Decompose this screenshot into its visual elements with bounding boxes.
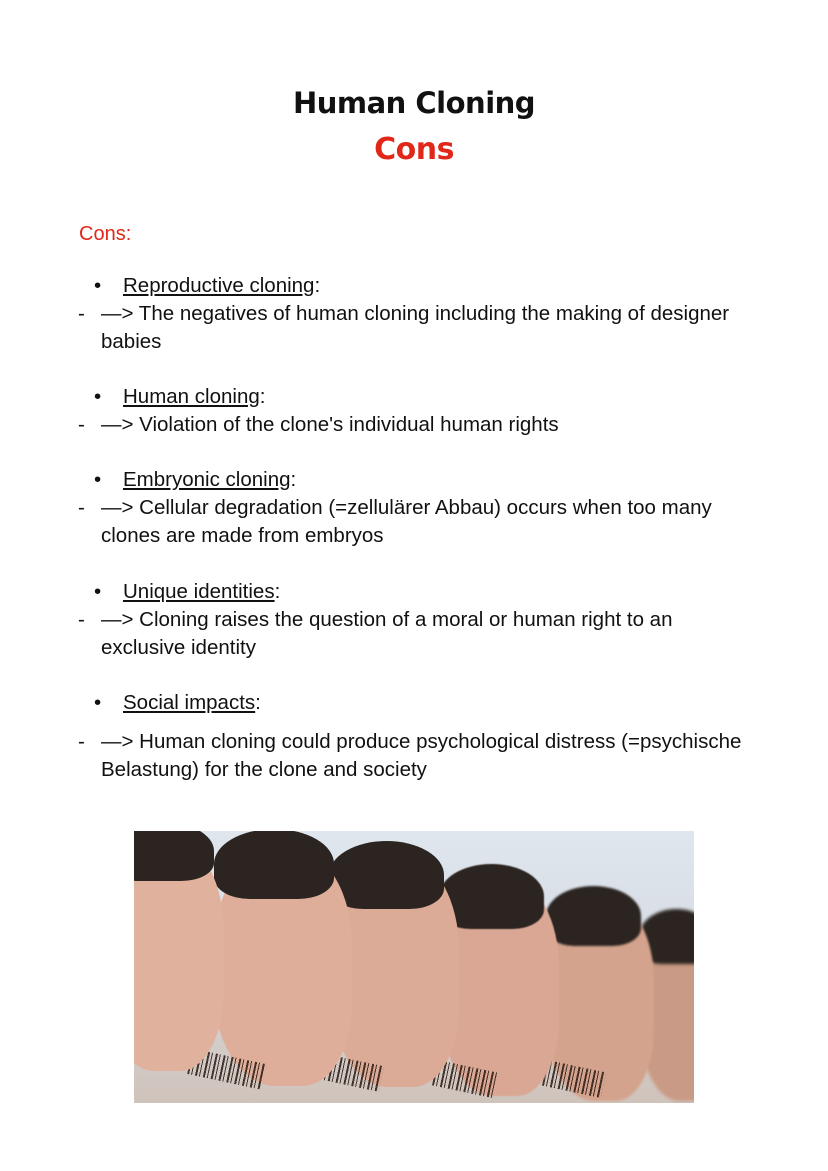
list-item — [0, 466, 828, 550]
item-heading: Embryonic cloning: — [123, 468, 297, 491]
dash-marker: - — [78, 413, 85, 436]
list-item — [0, 578, 828, 662]
item-heading: Human cloning: — [123, 385, 266, 408]
dash-marker: - — [78, 496, 85, 519]
item-body: —> Violation of the clone's individual human rights — [101, 413, 559, 436]
list-item — [0, 383, 828, 439]
item-heading: Unique identities: — [123, 580, 281, 603]
clones-image — [134, 831, 694, 1103]
bullet-icon: • — [94, 691, 102, 714]
dash-marker: - — [78, 608, 85, 631]
bullet-icon: • — [94, 274, 102, 297]
item-body: —> Cloning raises the question of a moral or human right to an exclusive identity — [101, 608, 673, 659]
list-item — [0, 272, 828, 356]
item-body: —> Human cloning could produce psychological distress (=psychische Belastung) for the clone and society — [101, 730, 742, 781]
item-heading: Social impacts: — [123, 691, 261, 714]
bullet-icon: • — [94, 580, 102, 603]
dash-marker: - — [78, 730, 85, 753]
bullet-icon: • — [94, 385, 102, 408]
item-body: —> Cellular degradation (=zellulärer Abbau) occurs when too many clones are made from embryos — [101, 496, 712, 547]
page-subtitle: Cons — [374, 132, 454, 167]
list-item — [0, 689, 828, 784]
bullet-icon: • — [94, 468, 102, 491]
item-body: —> The negatives of human cloning including the making of designer babies — [101, 302, 730, 353]
section-label: Cons: — [79, 223, 132, 245]
page-title: Human Cloning — [292, 86, 536, 120]
item-heading: Reproductive cloning: — [123, 274, 321, 297]
dash-marker: - — [78, 302, 85, 325]
